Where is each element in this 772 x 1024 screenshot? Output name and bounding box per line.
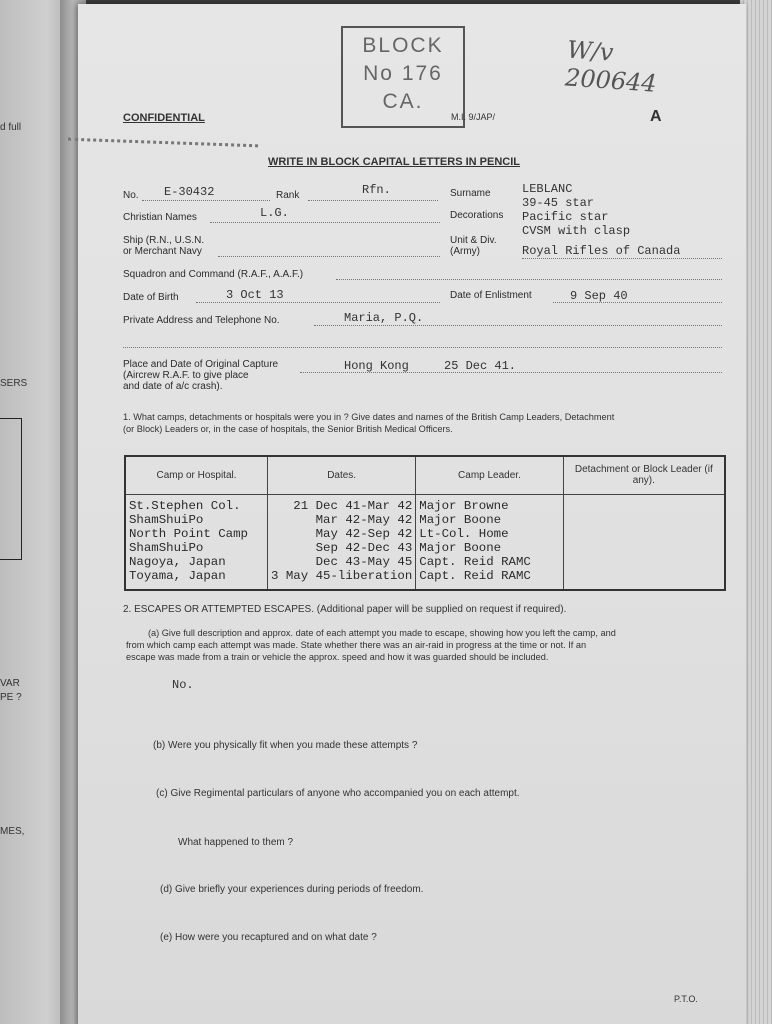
underlying-text: MES, [0, 826, 25, 837]
question-2c-sub: What happened to them ? [178, 837, 294, 848]
detachment-cell [563, 541, 725, 555]
dotted-line [314, 325, 722, 326]
confidential-heading: CONFIDENTIAL [123, 112, 205, 124]
decorations-label: Decorations [450, 210, 504, 221]
rank-label: Rank [276, 190, 300, 201]
dotted-line [336, 279, 722, 280]
underlying-text: VAR [0, 678, 20, 689]
question-2a-text: (a) Give full description and approx. date of each attempt you made to escape, showing how you left the camp, and [148, 628, 616, 638]
detachment-cell [563, 569, 725, 590]
address-value: Maria, P.Q. [344, 311, 424, 325]
capture-place: Hong Kong [344, 359, 409, 373]
question-1-text: (or Block) Leaders or, in the case of hospitals, the Senior British Medical Officers. [123, 424, 453, 434]
dates-cell: Mar 42-May 42 [268, 513, 416, 527]
unit-label: (Army) [450, 246, 480, 257]
table-row [125, 555, 725, 569]
column-header: Camp Leader. [416, 456, 563, 494]
form-reference: M.I. 9/JAP/ [451, 112, 496, 122]
question-1-text: 1. What camps, detachments or hospitals were you in ? Give dates and names of the British Camp Leaders, Detachment [123, 412, 615, 422]
capture-label: Place and Date of Original Capture [123, 359, 279, 370]
dotted-line [308, 200, 438, 201]
leader-cell: Major Browne [416, 494, 563, 513]
dob-label: Date of Birth [123, 292, 179, 303]
question-2a-text: from which camp each attempt was made. State whether there was an air-raid in progress at the time or not. If an [126, 640, 587, 650]
instruction-heading: WRITE IN BLOCK CAPITAL LETTERS IN PENCIL [268, 156, 520, 168]
camp-cell: St.Stephen Col. [125, 494, 268, 513]
dotted-line [196, 302, 440, 303]
leader-cell: Capt. Reid RAMC [416, 569, 563, 590]
detachment-cell [563, 527, 725, 541]
dates-cell: 3 May 45-liberation [268, 569, 416, 590]
question-2a-answer: No. [172, 678, 194, 692]
table-row [125, 541, 725, 555]
capture-label: and date of a/c crash). [123, 381, 223, 392]
surname-value: LEBLANC [522, 182, 573, 196]
form-letter: A [650, 108, 662, 125]
dob-value: 3 Oct 13 [226, 288, 284, 302]
capture-date: 25 Dec 41. [444, 359, 517, 373]
question-2b-text: (b) Were you physically fit when you made these attempts ? [153, 740, 418, 751]
dates-cell: Dec 43-May 45 [268, 555, 416, 569]
stamp-line: No 176 [363, 62, 443, 85]
block-stamp [341, 26, 465, 128]
christian-names-label: Christian Names [123, 212, 197, 223]
underlying-text: d full [0, 122, 22, 133]
ship-label: Ship (R.N., U.S.N. [123, 235, 205, 246]
column-header: Dates. [268, 456, 416, 494]
handwritten-reference: W/v 200644 [564, 35, 658, 98]
column-header: Camp or Hospital. [125, 456, 268, 494]
dates-cell: Sep 42-Dec 43 [268, 541, 416, 555]
decoration-item: Pacific star [522, 210, 609, 224]
camp-cell: Nagoya, Japan [125, 555, 268, 569]
no-label: No. [123, 190, 139, 201]
underlying-box [0, 418, 22, 560]
dotted-line [218, 256, 440, 257]
detachment-cell [563, 555, 725, 569]
form-page [78, 4, 746, 1024]
address-label: Private Address and Telephone No. [123, 315, 280, 326]
question-2c-text: (c) Give Regimental particulars of anyone who accompanied you on each attempt. [156, 788, 520, 799]
question-2d-text: (d) Give briefly your experiences during periods of freedom. [160, 884, 424, 895]
detachment-cell [563, 513, 725, 527]
dotted-line [522, 258, 722, 259]
christian-names-value: L.G. [260, 206, 289, 220]
underlying-text: SERS [0, 378, 28, 389]
surname-label: Surname [450, 188, 491, 199]
leader-cell: Major Boone [416, 513, 563, 527]
table-row [125, 513, 725, 527]
dates-cell: May 42-Sep 42 [268, 527, 416, 541]
question-2-title: 2. ESCAPES OR ATTEMPTED ESCAPES. (Additional paper will be supplied on request if required). [123, 604, 567, 615]
capture-label: (Aircrew R.A.F. to give place [123, 370, 249, 381]
table-header-row [125, 456, 725, 494]
table-row [125, 494, 725, 513]
camp-cell: Toyama, Japan [125, 569, 268, 590]
dotted-line [123, 347, 722, 348]
leader-cell: Capt. Reid RAMC [416, 555, 563, 569]
detachment-cell [563, 494, 725, 513]
squadron-label: Squadron and Command (R.A.F., A.A.F.) [123, 269, 304, 280]
column-header: Detachment or Block Leader (if any). [563, 456, 725, 494]
unit-label: Unit & Div. [450, 235, 497, 246]
question-2a-text: escape was made from a train or vehicle the approx. speed and how it was guarded should be included. [126, 652, 549, 662]
service-number: E-30432 [164, 185, 215, 199]
stamp-line: BLOCK [362, 34, 444, 57]
underlying-text: PE ? [0, 692, 22, 703]
decoration-item: CVSM with clasp [522, 224, 631, 238]
binding-cord [68, 138, 258, 155]
dates-cell: 21 Dec 41-Mar 42 [268, 494, 416, 513]
camps-table [124, 455, 726, 591]
rank-value: Rfn. [362, 183, 391, 197]
ship-label: or Merchant Navy [123, 246, 202, 257]
table-row [125, 569, 725, 590]
table-row [125, 527, 725, 541]
decoration-item: 39-45 star [522, 196, 595, 210]
pto-label: P.T.O. [674, 994, 698, 1004]
dotted-line [142, 200, 270, 201]
camp-cell: North Point Camp [125, 527, 268, 541]
leader-cell: Major Boone [416, 541, 563, 555]
unit-value: Royal Rifles of Canada [522, 244, 681, 258]
enlistment-label: Date of Enlistment [450, 290, 532, 301]
leader-cell: Lt-Col. Home [416, 527, 563, 541]
camp-cell: ShamShuiPo [125, 541, 268, 555]
camp-cell: ShamShuiPo [125, 513, 268, 527]
enlistment-value: 9 Sep 40 [570, 289, 628, 303]
stamp-line: CA. [382, 90, 424, 113]
question-2e-text: (e) How were you recaptured and on what date ? [160, 932, 377, 943]
dotted-line [210, 222, 440, 223]
